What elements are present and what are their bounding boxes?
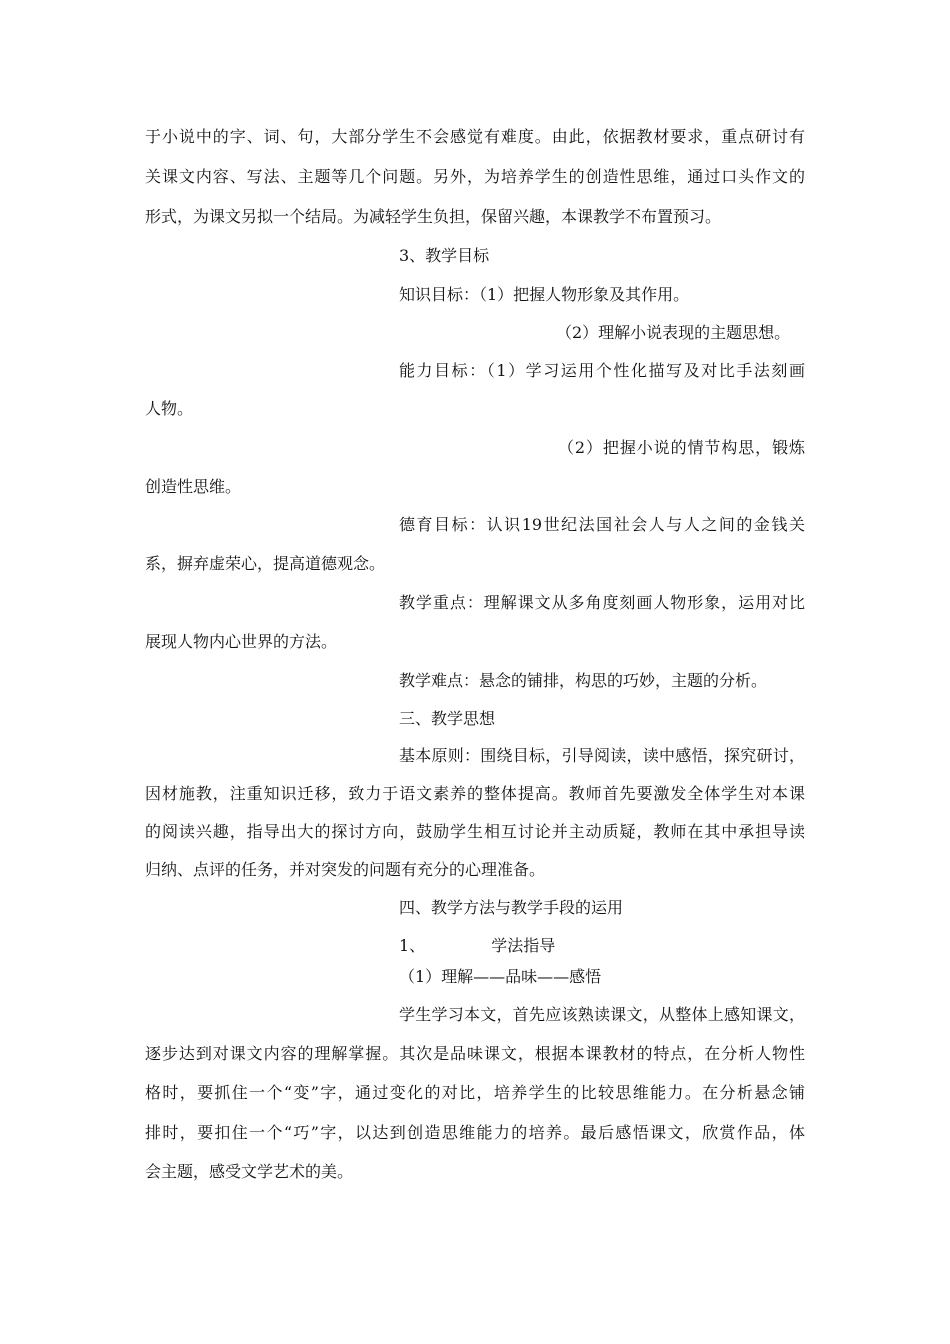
principle-line: 基本原则：围绕目标，引导阅读，读中感悟，探究研讨，	[399, 746, 805, 765]
knowledge-goal-line: （2）理解小说表现的主题思想。	[556, 323, 791, 342]
subsection-number: 1、	[399, 936, 426, 955]
paragraph-line: 排时，要扣住一个“巧”字，以达到创造思维能力的培养。最后感悟课文，欣赏作品，体	[145, 1123, 805, 1142]
paragraph-line: 格时，要抓住一个“变”字，通过变化的对比，培养学生的比较思维能力。在分析悬念铺	[145, 1083, 805, 1102]
paragraph-line: 关课文内容、写法、主题等几个问题。另外，为培养学生的创造性思维，通过口头作文的	[145, 167, 805, 186]
paragraph-line: 系，摒弃虚荣心，提高道德观念。	[145, 554, 386, 573]
section-heading: 三、教学思想	[399, 709, 496, 728]
section-heading: 四、教学方法与教学手段的运用	[399, 898, 624, 917]
section-heading: 3、教学目标	[399, 246, 490, 265]
paragraph-line: 的阅读兴趣，指导出大的探讨方向，鼓励学生相互讨论并主动质疑，教师在其中承担导读	[145, 822, 805, 841]
ability-goal-line: 能力目标：（1）学习运用个性化描写及对比手法刻画	[399, 361, 805, 380]
paragraph-line: 展现人物内心世界的方法。	[145, 632, 338, 651]
paragraph-line: 形式，为课文另拟一个结局。为减轻学生负担，保留兴趣，本课教学不布置预习。	[145, 207, 722, 226]
knowledge-goal-line: 知识目标：（1）把握人物形象及其作用。	[399, 285, 690, 304]
sub-subsection-heading: （1）理解——品味——感悟	[399, 967, 602, 986]
paragraph-line: 于小说中的字、词、句，大部分学生不会感觉有难度。由此，依据教材要求，重点研讨有	[145, 127, 805, 146]
subsection-heading	[399, 935, 555, 957]
key-point-line: 教学重点：理解课文从多角度刻画人物形象，运用对比	[399, 593, 805, 612]
paragraph-line: 会主题，感受文学艺术的美。	[145, 1162, 354, 1181]
difficulty-line: 教学难点：悬念的铺排，构思的巧妙，主题的分析。	[399, 671, 768, 690]
moral-goal-line: 德育目标：认识19世纪法国社会人与人之间的金钱关	[399, 515, 805, 534]
paragraph-line: 人物。	[145, 399, 194, 418]
paragraph-line: 创造性思维。	[145, 477, 242, 496]
paragraph-line: 归纳、点评的任务，并对突发的问题有充分的心理准备。	[145, 860, 546, 879]
ability-goal-line: （2）把握小说的情节构思，锻炼	[558, 438, 805, 457]
subsection-title: 学法指导	[491, 936, 556, 955]
paragraph-line: 因材施教，注重知识迁移，致力于语文素养的整体提高。教师首先要激发全体学生对本课	[145, 784, 805, 803]
paragraph-line: 逐步达到对课文内容的理解掌握。其次是品味课文，根据本课教材的特点，在分析人物性	[145, 1044, 805, 1063]
paragraph-line: 学生学习本文，首先应该熟读课文，从整体上感知课文，	[399, 1005, 805, 1024]
